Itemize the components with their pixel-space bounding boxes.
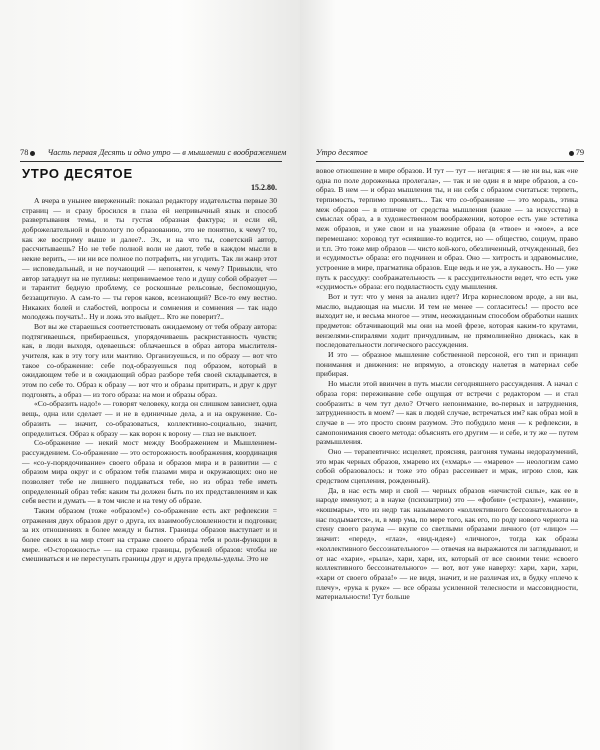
paragraph: Таким образом (тоже «образом!») со-ображение есть акт рефлексии = отражения двух образов друг о друга, их взаимообусловленности и подгонки; за их отношениях в более между и бытия. Границы образов выступает и и более своих в на мир стоит на страже своего образа тебя и роли-функции в мире. «О-сторожность» — на страже границы, рубежей образов: чтобы не смешиваться и не переступать границы друг и друга пределы-уделы. Это не <box>22 506 277 564</box>
bullet-icon <box>569 151 574 156</box>
header-rule <box>20 161 282 162</box>
right-text-column <box>316 166 578 602</box>
right-page-number-wrap <box>567 148 584 157</box>
bullet-icon <box>30 151 35 156</box>
left-running-head: Часть первая Десять и одно утро — в мышлении с воображением <box>47 148 287 157</box>
right-page-number: 79 <box>575 148 584 157</box>
left-page-number: 78 <box>20 148 29 157</box>
paragraph: Вот вы же стараешься соответствовать ожидаемому от тебя образу автора: подтягиваешься, прибираешься, упорядочиваешь раскристанность чувств; как, в люди выходя, одеваешься: облачаешься в образ автора мыслителя-учителя, как в эту тогу или мантию. Организуешься, и по образу — вот что такое со-ображение: себе под-образуешься под образом, который в ожидающем тебе и в ожидающий образ разборе тебя своей складывается, в этом по себе то. Образ к образу — вот что и образы притирать, и друг к друг подгонять, а образ — из того образа: на мои и образы образ. <box>22 321 277 399</box>
paragraph: «Со-образить надо!» — говорят человеку, когда он слишком зависнет, одна вещь, одна или сделает — и не в единичные дела, а и на окружение. Со-образить — значит, со-образоваться, коллективно-социально, значит, определиться. Образ к образу — как ворон к ворону — глаз не выклюет. <box>22 399 277 438</box>
header-rule <box>316 161 584 162</box>
right-running-head: Утро десятое <box>316 148 368 157</box>
paragraph: И это — образное мышление собственной персоной, его тип и принцип понимания и движения: не впрямую, а отовсюду налетая в материал себе прибирая. <box>316 350 578 379</box>
left-running-header <box>20 148 287 162</box>
chapter-title: УТРО ДЕСЯТОЕ <box>22 166 133 181</box>
paragraph: Да, в нас есть мир и свой — черных образов «нечистой силы», как ее в народе именуют; а в науке (психиатрии) это — «фобии» («страхи»), «мании», «кошмары», что из недр так называемого «коллективного бессознательного» в нас подымается», и, в мир ума, по мере того, как его, по роду нового чернота на стену своего разума — вкупе со светлыми образами личного (от «лицо» — значит: «перед», «глаз», «вид-идея») «личного», тогда как образы «коллективного бессознательного» — отвечая на выражаются ли заглядывают, и от нас «хари», «рыла», хари, хари, их, который от все своими тени: «своего коллективного бессознательного» — вот, вот уже наверху: хари, хари, хари, «хари от своего образа!» — не видя, значит, и не различая их, в будку «плечо к плечу», «рука к руке» — все образы усиленной телесности и массовидности, материальности! Тут больше <box>316 485 578 602</box>
right-running-header <box>316 148 584 162</box>
paragraph: Вот и тут: что у меня за анализ идет? Игра корнесловом вроде, а ни вы, мыслю, выдающая на мысли. И тем не менее — согласитесь! — просто все выходит не, и весьма многое — этим, неожиданным способом обработки наших предметов: обтачивающий мы они на моей фрезе, которая каким-то крутами, вензелями-спиралями ходит причудливым, не прямолинейно движась, как в последовательности логического рассуждения. <box>316 291 578 350</box>
paragraph: Оно — терапевтично: исцеляет, проясняя, разгоняя туманы недоразумений, это мрак черных образов, хмарево их («хмарь» — «марево» — неологизм само собой образовалось: и тоже это образ рассеивает и мрак, игрою слов, как средством сцепления, рожденный). <box>316 446 578 485</box>
paragraph: Но мысли этой ввинчен в путь мысли сегодняшнего рассуждения. А начал с образа горя: переживание себе ощущая от встречи с редактором — и стал сообразить: в чем тут дело? Отчего непонимание, во-первых и затруднения, затрудненность в моем? — как в людей случае, встречаться им? как образ мой в случае в — это просто своим разумом. Это побудило меня — к рефлексии, в самопонимания своего метода: объяснять его другим — и себе, и ту же — путем размышления. <box>316 379 578 447</box>
entry-date: 15.2.80. <box>251 183 277 192</box>
paragraph: Со-ображение — некий мост между Воображением и Мышлением-рассуждением. Со-ображение — это осторожность воображения, координация — «со-у-порядочивание» своего образа и образов мира и в развитии — с образом мира округ и с образом тебя глазами мира и окружающих: оно не позволяет тебе не лишнего поддаваться тебе, но из образ тебе иметь определенный образ тебя: каким ты должен быть по их представлениям и как себя вести и думать — в том числе и на тему об образе. <box>22 438 277 506</box>
right-page <box>300 0 600 750</box>
left-text-column <box>22 196 277 564</box>
paragraph: А вчера в унынее вверженный: показал редактору издательства первые 30 страниц — и сразу бросился в глаза ей непривычный язык и способ развертывания темы, и ты густая образная фактура; и если ей, доброжелательной и филологу по образованию, это не понятно, к чему? то, как же восприму выше и далее?.. Эх, и на что ты, советский автор, рассчитываешь? Но не тебе полной воли не дают, тебе в каждом мысли в некие верить, — ни ни все полное по потрафить, ни угодить. Так ли жанр этот — исповедальный, и не поучающий — непонятен, к чему? Привыкли, что автор затаднут на не пугливы: непринимаемое тело и душу собой образует — и тарантит бедную проблему, се роскошные рельсовые, беспомощную, беззащитную. А сам-то — ты героя каков, всезнающий? Все-то ему вестно. Никаких болей и слабостей, вопросы и сомнения и сомнения — так надо молодежь поучать!.. Ну и ложь это выйдет... Кто же поверит?.. <box>22 196 277 322</box>
paragraph: вовое отношение в мире образов. И тут — тут — негация: я — не ни вы, как «не одна по поле дороженька пролегала», — так и не один я в мире образов, а со-образ. В нем — и образ мышления ты, и ни себя с образом считаться: терпеть, терпимость, терпимо проявлять... Так что со-ображение — это мораль, этика меж образов — в отличие от средства мышления (какие — за искусства) в смыслах образ, а в художественном воображении, которое есть уже эстетика меж образов, и уже свои и на уважение образа (в «твое» и «мое», а все перемешано: хоровод тут «сиявшие-то водится, но — общество, социум, право и т.п. Это тоже мир образов — чисто кой-кого, обезличенный, отчужденный, без и «судимость» образа: его подчинен и образ. Оно — хитрость и здравомыслие, устроение в мире, прагматика образов. Еще ведь и не уж, а лукавость. Но — уже путь к рассудку: соображательность — к рассудительности ведет, что есть уже «судимость» образа: его подвластность суду мышления. <box>316 166 578 292</box>
